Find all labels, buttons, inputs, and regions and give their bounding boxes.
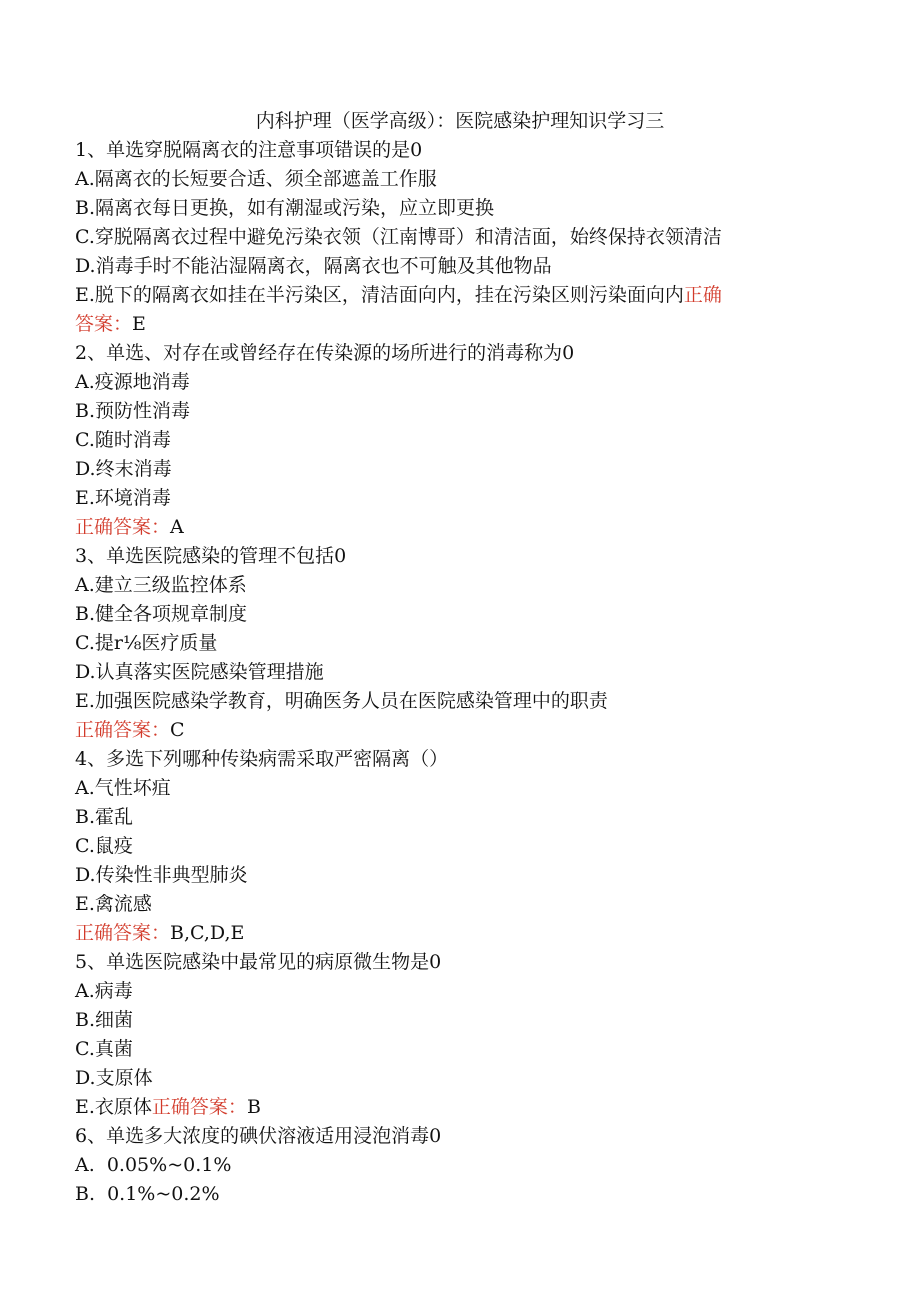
option-b: B.健全各项规章制度: [75, 603, 248, 625]
option-c: C.提r⅛医疗质量: [75, 632, 218, 654]
option-e-text: E.衣原体: [75, 1096, 152, 1118]
option-d: D.认真落实医院感染管理措施: [75, 661, 324, 683]
option-c: C.真菌: [75, 1038, 133, 1060]
question-3: [75, 542, 845, 745]
answer-label-part: 正确: [683, 284, 722, 306]
answer-label: 正确答案：: [151, 1096, 247, 1118]
question-stem: 3、单选医院感染的管理不包括0: [75, 545, 347, 567]
document-title: 内科护理（医学高级）：医院感染护理知识学习三: [255, 110, 665, 132]
answer-value: C: [170, 719, 185, 741]
option-a: A.气性坏疽: [75, 777, 171, 799]
answer-label: 正确答案：: [75, 922, 171, 944]
option-a: A.建立三级监控体系: [75, 574, 247, 596]
question-4: [75, 745, 845, 948]
answer-line: [75, 716, 845, 745]
question-stem: 4、多选下列哪种传染病需采取严密隔离（）: [75, 748, 449, 770]
question-stem: 6、单选多大浓度的碘伏溶液适用浸泡消毒0: [75, 1125, 442, 1147]
question-1: [75, 136, 845, 339]
question-stem: 1、单选穿脱隔离衣的注意事项错误的是0: [75, 139, 423, 161]
document-page: [75, 107, 845, 1209]
answer-label: 正确答案：: [75, 719, 171, 741]
option-e: E.禽流感: [75, 893, 152, 915]
option-d: D.终末消毒: [75, 458, 172, 480]
answer-label-part: 答案：: [75, 313, 133, 335]
answer-line: [75, 513, 845, 542]
option-e: [75, 1093, 845, 1122]
option-c: C.随时消毒: [75, 429, 171, 451]
answer-value: E: [132, 313, 146, 335]
option-e: [75, 281, 845, 310]
option-a: A.病毒: [75, 980, 133, 1002]
question-stem: 5、单选医院感染中最常见的病原微生物是0: [75, 951, 442, 973]
option-a: A.隔离衣的长短要合适、须全部遮盖工作服: [75, 168, 437, 190]
option-b: B.霍乱: [75, 806, 134, 828]
answer-line: [75, 310, 845, 339]
option-e: E.加强医院感染学教育，明确医务人员在医院感染管理中的职责: [75, 690, 608, 712]
answer-label: 正确答案：: [75, 516, 171, 538]
answer-value: A: [170, 516, 184, 538]
question-stem: 2、单选、对存在或曾经存在传染源的场所进行的消毒称为0: [75, 342, 575, 364]
option-c: C.穿脱隔离衣过程中避免污染衣领（江南博哥）和清洁面，始终保持衣领清洁: [75, 226, 722, 248]
question-6: [75, 1122, 845, 1209]
option-d: D.传染性非典型肺炎: [75, 864, 248, 886]
option-a: A.疫源地消毒: [75, 371, 190, 393]
answer-value: B,C,D,E: [170, 922, 245, 944]
answer-value: B: [246, 1096, 261, 1118]
option-e-text: E.脱下的隔离衣如挂在半污染区，清洁面向内，挂在污染区则污染面向内: [75, 284, 684, 306]
option-d: D.支原体: [75, 1067, 153, 1089]
question-5: [75, 948, 845, 1122]
option-b: B.隔离衣每日更换，如有潮湿或污染，应立即更换: [75, 197, 495, 219]
option-c: C.鼠疫: [75, 835, 133, 857]
option-d: D.消毒手时不能沾湿隔离衣，隔离衣也不可触及其他物品: [75, 255, 552, 277]
option-a: A. 0.05%~0.1%: [75, 1154, 232, 1176]
question-2: [75, 339, 845, 542]
answer-line: [75, 919, 845, 948]
option-e: E.环境消毒: [75, 487, 171, 509]
option-b: B.细菌: [75, 1009, 134, 1031]
option-b: B.预防性消毒: [75, 400, 191, 422]
option-b: B. 0.1%~0.2%: [75, 1183, 220, 1205]
